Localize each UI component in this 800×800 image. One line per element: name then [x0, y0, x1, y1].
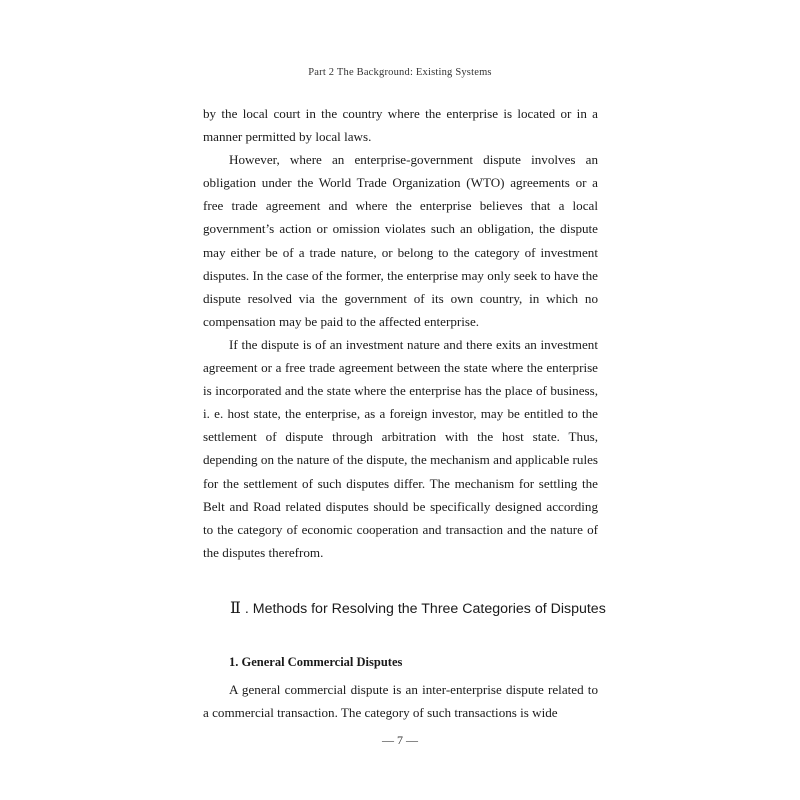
section-heading: [230, 598, 630, 618]
subsection-heading: 1. General Commercial Disputes: [229, 655, 403, 669]
running-header: Part 2 The Background: Existing Systems: [308, 67, 492, 78]
section-title: . Methods for Resolving the Three Categories of Disputes: [244, 601, 606, 617]
page-number: — 7 —: [382, 733, 418, 747]
section-numeral: Ⅱ: [230, 600, 241, 617]
paragraph-continuation: by the local court in the country where the enterprise is located or in a manner permitted by local laws.: [203, 106, 598, 145]
paragraph-general-commercial: A general commercial dispute is an inter-enterprise dispute related to a commercial transaction. The category of such transactions is wide: [203, 682, 598, 721]
subsection-body: [203, 678, 598, 724]
paragraph-investment-nature: If the dispute is of an investment nature and there exits an investment agreement or a free trade agreement between the state where the enterprise is incorporated and the state where the enterprise has the place of business, i. e. host state, the enterprise, as a foreign investor, may be entitled to the settlement of dispute through arbitration with the host state. Thus, depending on the nature of the dispute, the mechanism and applicable rules for the settlement of such disputes differ. The mechanism for settling the Belt and Road related disputes should be specifically designed according to the category of economic cooperation and transaction and the nature of the disputes therefrom.: [203, 336, 598, 560]
body-text: [203, 102, 598, 564]
paragraph-trade-or-investment: However, where an enterprise-government dispute involves an obligation under the World Trade Organization (WTO) agreements or a free trade agreement and where the enterprise believes that a local government’s action or omission violates such an obligation, the dispute may either be of a trade nature, or belong to the category of investment disputes. In the case of the former, the enterprise may only seek to have the dispute resolved via the government of its own country, in which no compensation may be paid to the affected enterprise.: [203, 152, 598, 329]
